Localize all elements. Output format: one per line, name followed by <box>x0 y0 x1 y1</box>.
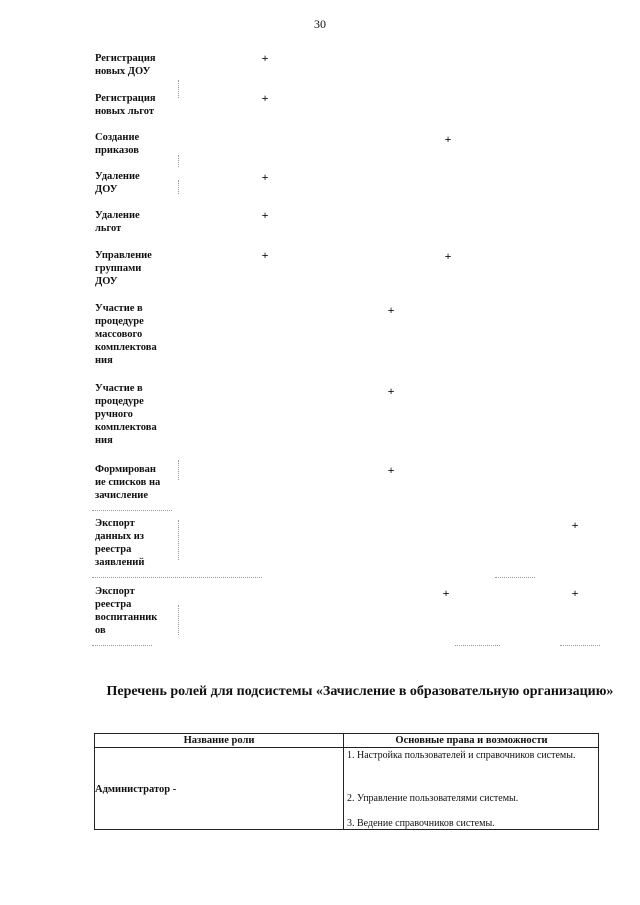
permission-mark: + <box>442 586 450 600</box>
matrix-row-label: Экспорт данных из реестра заявлений <box>95 518 145 568</box>
scan-grid-line <box>178 180 179 194</box>
permission-mark: + <box>387 303 395 317</box>
table-column-divider <box>343 734 344 829</box>
matrix-row-label: Формирован ие списков на зачисление <box>95 464 161 501</box>
permission-mark: + <box>571 518 579 532</box>
matrix-row-label: Участие в процедуре массового комплектова ния <box>95 303 157 366</box>
page-number: 30 <box>314 17 326 31</box>
role-right-item: 3. Ведение справочников системы. <box>347 818 495 829</box>
scan-grid-line <box>178 460 179 480</box>
scan-grid-line <box>178 605 179 635</box>
matrix-row-label: Экспорт реестра воспитанник ов <box>95 586 158 636</box>
permission-mark: + <box>387 463 395 477</box>
table-header-divider <box>95 747 598 748</box>
permission-mark: + <box>571 586 579 600</box>
matrix-row-label: Удаление ДОУ <box>95 171 140 195</box>
scan-grid-line <box>178 80 179 98</box>
permission-mark: + <box>261 91 269 105</box>
permission-mark: + <box>387 384 395 398</box>
matrix-row-label: Регистрация новых льгот <box>95 93 156 117</box>
permission-mark: + <box>261 51 269 65</box>
matrix-row-label: Участие в процедуре ручного комплектова ния <box>95 383 157 446</box>
scan-grid-line <box>92 645 152 646</box>
roles-table <box>94 733 599 830</box>
scan-grid-line <box>92 577 262 578</box>
scan-grid-line <box>178 155 179 167</box>
scan-grid-line <box>178 520 179 560</box>
permission-mark: + <box>261 248 269 262</box>
scan-grid-line <box>92 510 172 511</box>
permission-mark: + <box>444 132 452 146</box>
scan-grid-line <box>495 577 535 578</box>
matrix-row-label: Удаление льгот <box>95 210 140 234</box>
permission-mark: + <box>261 170 269 184</box>
permission-mark: + <box>261 208 269 222</box>
role-right-item: 1. Настройка пользователей и справочников системы. <box>347 750 576 761</box>
table-header-role-name: Название роли <box>183 735 255 746</box>
matrix-row-label: Регистрация новых ДОУ <box>95 53 156 77</box>
scan-grid-line <box>455 645 500 646</box>
role-right-item: 2. Управление пользователями системы. <box>347 793 519 804</box>
permission-mark: + <box>444 249 452 263</box>
role-name-cell: Администратор - <box>95 784 177 795</box>
table-header-rights: Основные права и возможности <box>395 735 548 746</box>
scan-grid-line <box>560 645 600 646</box>
roles-section-title: Перечень ролей для подсистемы «Зачисление в образовательную организацию» <box>106 684 614 699</box>
matrix-row-label: Создание приказов <box>95 132 140 156</box>
matrix-row-label: Управление группами ДОУ <box>95 250 152 287</box>
